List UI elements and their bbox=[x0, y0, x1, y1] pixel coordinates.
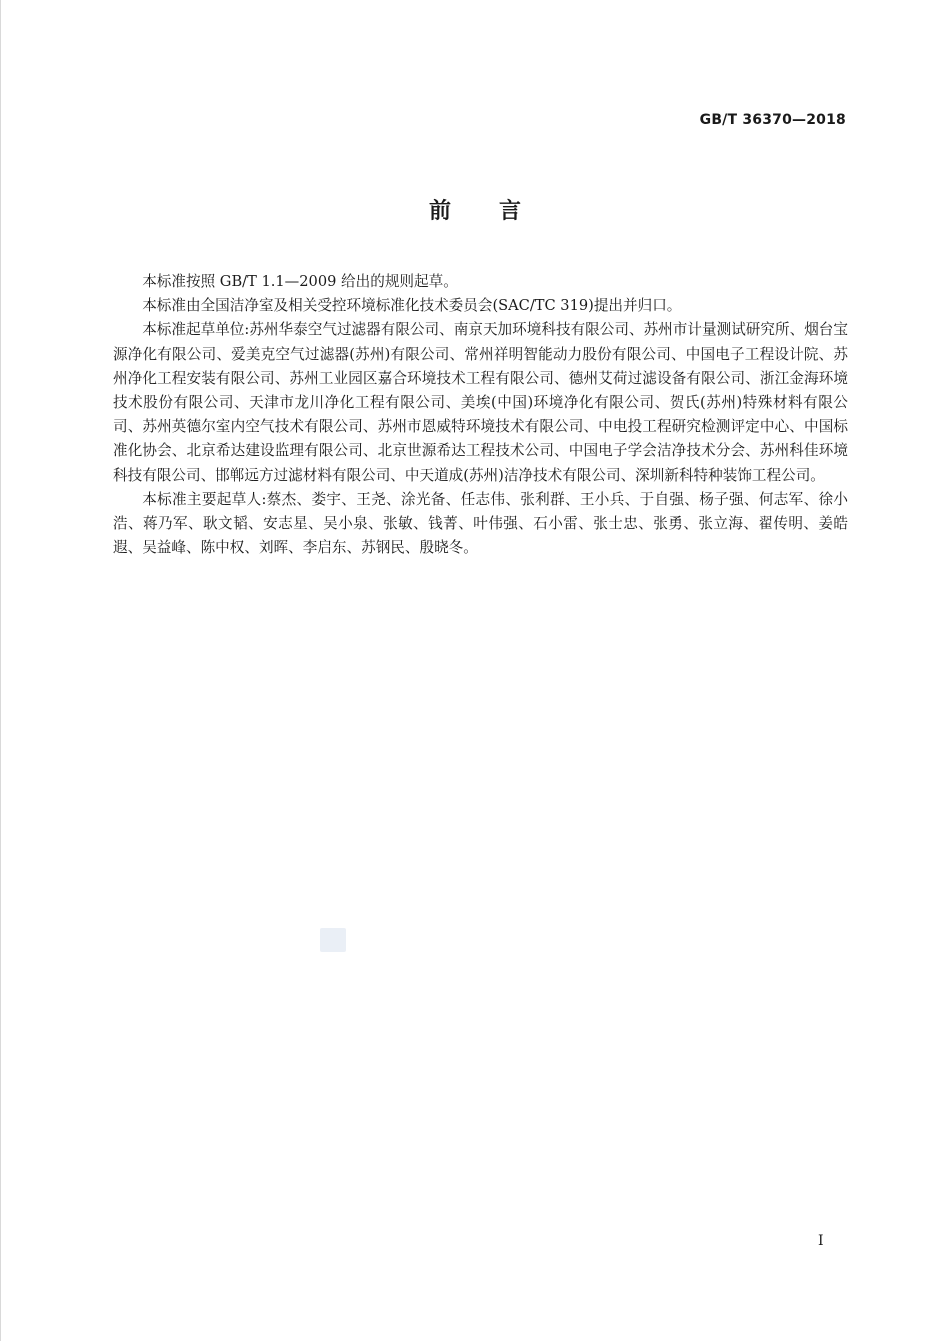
paragraph-drafting-units: 本标准起草单位:苏州华泰空气过滤器有限公司、南京天加环境科技有限公司、苏州市计量测试研究所、烟台宝源净化有限公司、爱美克空气过滤器(苏州)有限公司、常州祥明智能动力股份有限公司、中国电子工程设计院、苏州净化工程安装有限公司、苏州工业园区嘉合环境技术工程有限公司、德州艾荷过滤设备有限公司、浙江金海环境技术股份有限公司、天津市龙川净化工程有限公司、美埃(中国)环境净化有限公司、贺氏(苏州)特殊材料有限公司、苏州英德尔室内空气技术有限公司、苏州市恩威特环境技术有限公司、中电投工程研究检测评定中心、中国标准化协会、北京希达建设监理有限公司、北京世源希达工程技术公司、中国电子学会洁净技术分会、苏州科佳环境科技有限公司、邯郸远方过滤材料有限公司、中天道成(苏州)洁净技术有限公司、深圳新科特种装饰工程公司。 bbox=[113, 321, 848, 484]
foreword-body bbox=[113, 270, 848, 560]
paragraph-drafting-rules: 本标准按照 GB/T 1.1—2009 给出的规则起草。 bbox=[142, 273, 458, 290]
standard-number: GB/T 36370—2018 bbox=[699, 112, 846, 128]
sac-logo-watermark bbox=[320, 928, 346, 952]
paragraph-proposer: 本标准由全国洁净室及相关受控环境标准化技术委员会(SAC/TC 319)提出并归口。 bbox=[142, 297, 682, 315]
section-title: 前言 bbox=[428, 199, 569, 224]
paragraph-drafters: 本标准主要起草人:蔡杰、娄宇、王尧、涂光备、任志伟、张利群、王小兵、于自强、杨子强、何志军、徐小浩、蒋乃军、耿文韬、安志星、吴小泉、张敏、钱菁、叶伟强、石小雷、张士忠、张勇、张立海、翟传明、姜皓遐、吴益峰、陈中权、刘晖、李启东、苏钢民、殷晓冬。 bbox=[113, 490, 848, 557]
page-number: I bbox=[818, 1233, 824, 1249]
